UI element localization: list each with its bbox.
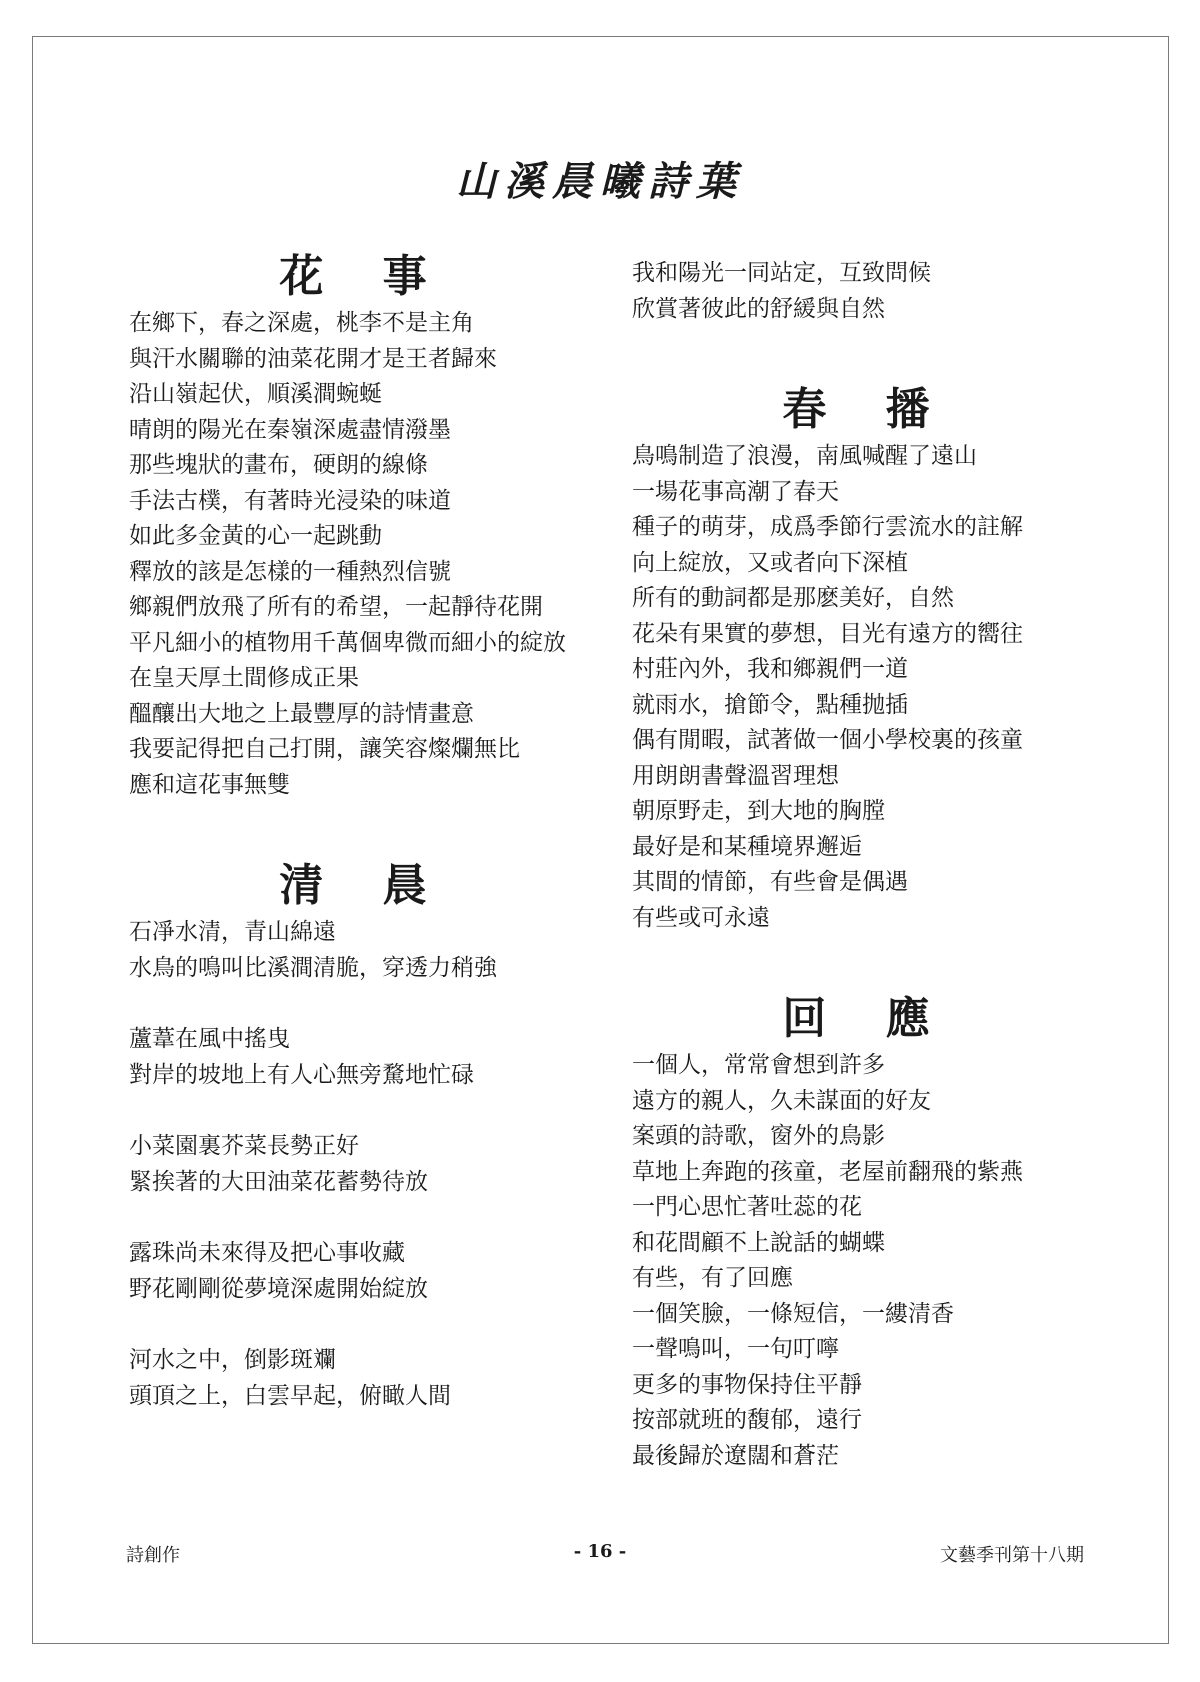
poem-huiying-lines	[632, 1048, 1102, 1474]
poem-line: 鄉親們放飛了所有的希望，一起靜待花開	[129, 594, 543, 620]
poem-huashi-lines	[129, 306, 599, 803]
poem-line: 用朗朗書聲溫習理想	[632, 762, 839, 789]
poem-line: 一個笑臉，一條短信，一縷清香	[632, 1300, 954, 1327]
poem-line: 釋放的該是怎樣的一種熱烈信號	[129, 558, 451, 585]
poem-line: 有些或可永遠	[632, 904, 770, 931]
poem-line: 和花間顧不上說話的蝴蝶	[632, 1229, 885, 1256]
poem-line: 我和陽光一同站定，互致問候	[632, 260, 931, 286]
stanza-break	[129, 1200, 599, 1236]
poem-line: 我要記得把自己打開，讓笑容燦爛無比	[129, 736, 520, 762]
poem-line: 應和這花事無雙	[129, 771, 290, 798]
poem-line: 露珠尚未來得及把心事收藏	[129, 1240, 405, 1266]
poem-line: 欣賞著彼此的舒緩與自然	[632, 295, 885, 322]
footer-section-label: 詩創作	[126, 1545, 180, 1566]
poem-line: 在皇天厚土間修成正果	[129, 665, 359, 691]
poem-spacer	[632, 327, 1102, 381]
poem-qingchen-lines	[129, 915, 599, 1414]
poem-line: 最後歸於遼闊和蒼茫	[632, 1442, 839, 1469]
poem-line: 石凈水清，青山綿遠	[129, 919, 336, 945]
footer-page-number: - 16 -	[573, 1541, 627, 1562]
poem-line: 最好是和某種境界邂逅	[632, 833, 862, 860]
poem-line: 草地上奔跑的孩童，老屋前翻飛的紫燕	[632, 1158, 1023, 1185]
poem-line: 平凡細小的植物用千萬個卑微而細小的綻放	[129, 629, 566, 656]
poem-line: 晴朗的陽光在秦嶺深處盡情潑墨	[129, 416, 451, 443]
poem-qingchen-continued-lines	[632, 256, 1102, 327]
right-column	[632, 256, 1102, 1474]
poem-line: 遠方的親人，久未謀面的好友	[632, 1087, 931, 1114]
stanza-break	[129, 1093, 599, 1129]
poem-chunbo-lines	[632, 439, 1102, 936]
poem-line: 朝原野走，到大地的胸膛	[632, 798, 885, 824]
stanza-break	[129, 986, 599, 1022]
page-title: 山溪晨曦詩葉	[456, 158, 744, 205]
poem-line: 沿山嶺起伏，順溪澗蜿蜒	[129, 381, 382, 407]
poem-title-chunbo: 春 播	[782, 384, 952, 435]
poem-line: 河水之中，倒影斑斕	[129, 1347, 336, 1373]
poem-line: 就雨水，搶節令，點種抛插	[632, 691, 908, 718]
poem-line: 與汗水關聯的油菜花開才是王者歸來	[129, 345, 497, 372]
poem-line: 村莊內外，我和鄉親們一道	[632, 656, 908, 682]
footer-publication: 文藝季刊第十八期	[940, 1545, 1084, 1566]
left-column	[129, 248, 599, 1414]
stanza-break	[129, 1307, 599, 1343]
poem-line: 水鳥的鳴叫比溪澗清脆，穿透力稍強	[129, 954, 497, 981]
poem-line: 鳥鳴制造了浪漫，南風喊醒了遠山	[632, 443, 977, 469]
poem-title-huashi: 花 事	[279, 251, 449, 302]
poem-line: 頭頂之上，白雲早起，俯瞰人間	[129, 1382, 451, 1409]
poem-line: 向上綻放，又或者向下深植	[632, 549, 908, 576]
poem-line: 有些，有了回應	[632, 1265, 793, 1291]
poem-title-huiying: 回 應	[782, 993, 952, 1044]
poem-line: 案頭的詩歌，窗外的鳥影	[632, 1123, 885, 1149]
poem-line: 其間的情節，有些會是偶遇	[632, 869, 908, 895]
poem-line: 蘆葦在風中搖曳	[129, 1026, 290, 1052]
poem-line: 種子的萌芽，成爲季節行雲流水的註解	[632, 514, 1023, 540]
poem-line: 醞釀出大地之上最豐厚的詩情畫意	[129, 700, 474, 727]
poem-line: 按部就班的馥郁，遠行	[632, 1407, 862, 1433]
poem-line: 所有的動詞都是那麽美好，自然	[632, 585, 954, 611]
poem-title-qingchen: 清 晨	[279, 860, 449, 911]
poem-line: 對岸的坡地上有人心無旁騖地忙碌	[129, 1061, 474, 1088]
poem-line: 一聲鳴叫，一句叮嚀	[632, 1336, 839, 1362]
poem-line: 一個人，常常會想到許多	[632, 1052, 885, 1078]
poem-line: 偶有閒暇，試著做一個小學校裏的孩童	[632, 727, 1023, 753]
poem-line: 野花剛剛從夢境深處開始綻放	[129, 1275, 428, 1302]
poem-line: 如此多金黃的心一起跳動	[129, 523, 382, 549]
poem-line: 在鄉下，春之深處，桃李不是主角	[129, 310, 474, 336]
poem-spacer	[129, 803, 599, 857]
poem-spacer	[632, 936, 1102, 990]
poem-line: 那些塊狀的畫布，硬朗的線條	[129, 452, 428, 478]
poem-line: 緊挨著的大田油菜花蓄勢待放	[129, 1168, 428, 1195]
poem-line: 手法古樸，有著時光浸染的味道	[129, 487, 451, 514]
poem-line: 一場花事高潮了春天	[632, 478, 839, 505]
poem-line: 花朵有果實的夢想，目光有遠方的嚮往	[632, 620, 1023, 647]
poem-line: 小菜園裏芥菜長勢正好	[129, 1133, 359, 1159]
poem-line: 一門心思忙著吐蕊的花	[632, 1194, 862, 1220]
poem-line: 更多的事物保持住平靜	[632, 1371, 862, 1398]
